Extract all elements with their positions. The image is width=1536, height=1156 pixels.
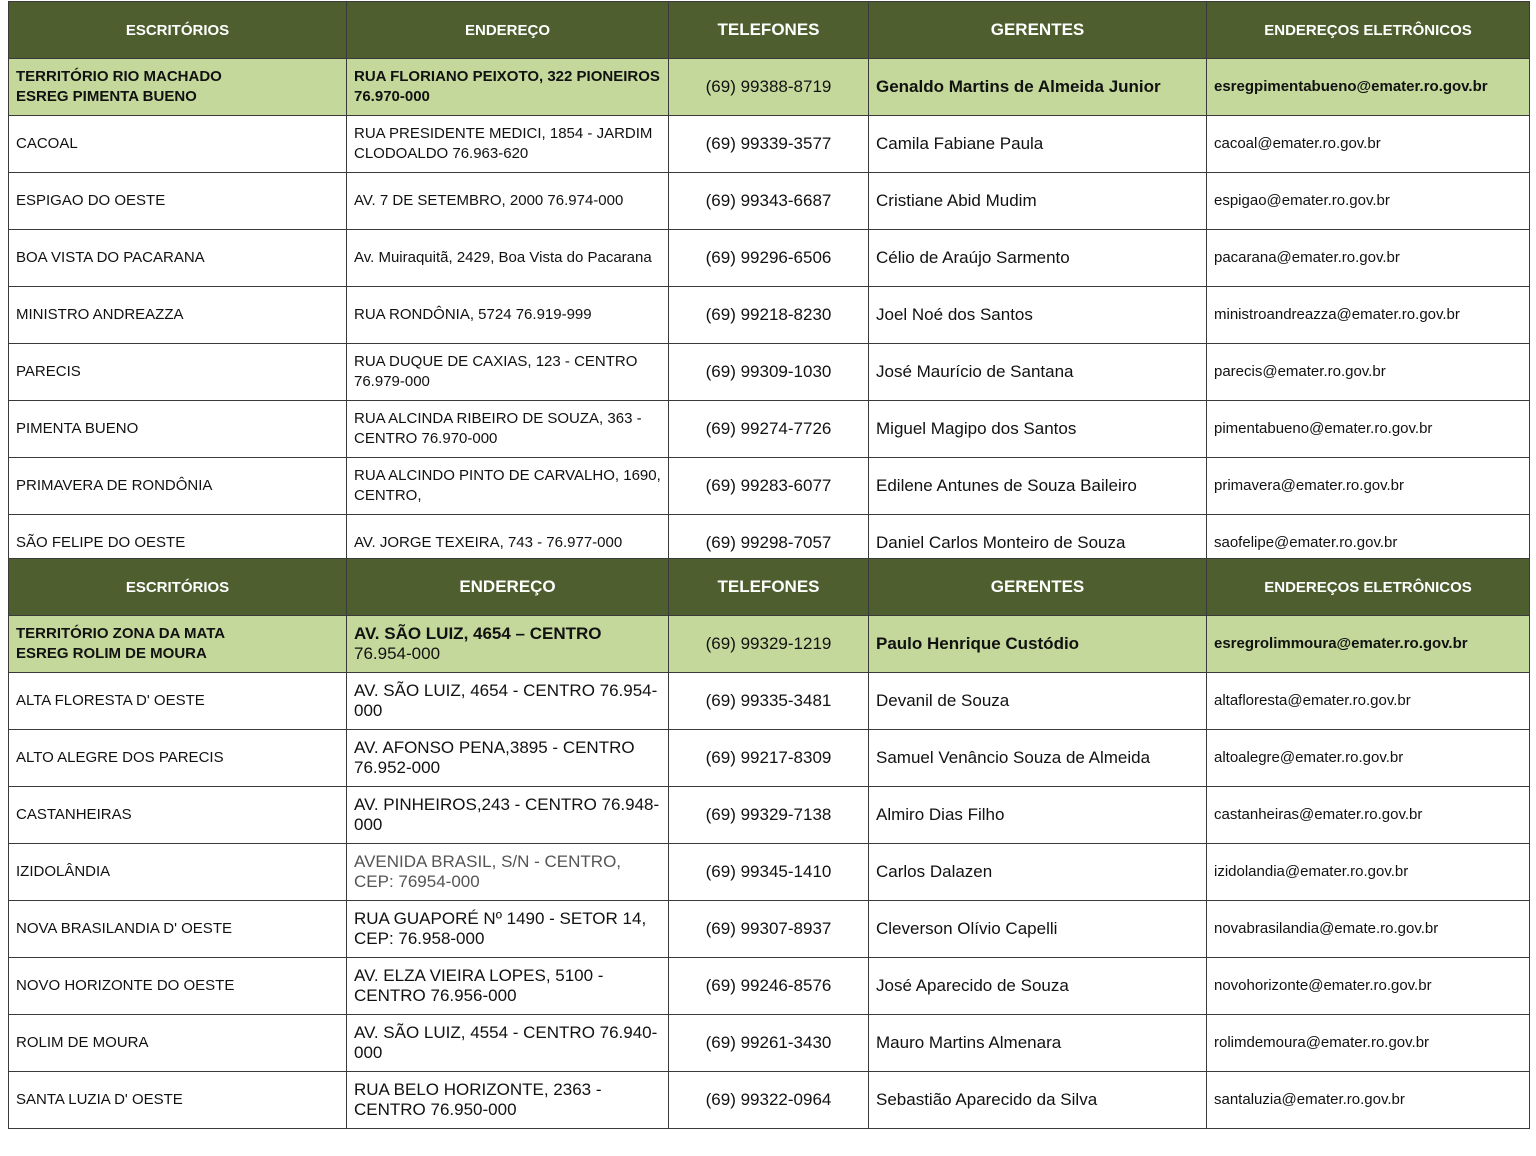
table-row: [9, 116, 1530, 173]
table-row: [9, 344, 1530, 401]
region-office-line1: TERRITÓRIO RIO MACHADO: [16, 68, 222, 85]
region-office: [9, 616, 347, 673]
office-manager: José Aparecido de Souza: [869, 958, 1207, 1015]
office-manager: Camila Fabiane Paula: [869, 116, 1207, 173]
office-manager: Cleverson Olívio Capelli: [869, 901, 1207, 958]
office-manager: Mauro Martins Almenara: [869, 1015, 1207, 1072]
office-address-line1: RUA ALCINDA RIBEIRO DE SOUZA, 363 -: [354, 410, 642, 427]
region-row: [9, 616, 1530, 673]
office-phone: (69) 99343-6687: [669, 173, 869, 230]
office-phone: (69) 99307-8937: [669, 901, 869, 958]
office-email[interactable]: parecis@emater.ro.gov.br: [1207, 344, 1530, 401]
table-row: [9, 787, 1530, 844]
office-phone: (69) 99345-1410: [669, 844, 869, 901]
office-name: SANTA LUZIA D' OESTE: [9, 1072, 347, 1129]
region-address-line2: 76.970-000: [354, 88, 430, 105]
table-row: [9, 230, 1530, 287]
region-manager: Paulo Henrique Custódio: [869, 616, 1207, 673]
office-manager: Edilene Antunes de Souza Baileiro: [869, 458, 1207, 515]
header-emails: ENDEREÇOS ELETRÔNICOS: [1207, 2, 1530, 59]
header-emails: ENDEREÇOS ELETRÔNICOS: [1207, 559, 1530, 616]
office-name: PARECIS: [9, 344, 347, 401]
office-address: AVENIDA BRASIL, S/N - CENTRO, CEP: 76954-000: [347, 844, 669, 901]
office-manager: Samuel Venâncio Souza de Almeida: [869, 730, 1207, 787]
region-row: [9, 59, 1530, 116]
office-name: ALTA FLORESTA D' OESTE: [9, 673, 347, 730]
region-address-zip: 76.954-000: [354, 644, 441, 663]
office-email[interactable]: altoalegre@emater.ro.gov.br: [1207, 730, 1530, 787]
region-office-line2: ESREG PIMENTA BUENO: [16, 88, 197, 105]
table-row: [9, 1072, 1530, 1129]
office-address: [347, 401, 669, 458]
region-office: [9, 59, 347, 116]
office-email[interactable]: espigao@emater.ro.gov.br: [1207, 173, 1530, 230]
office-name: PIMENTA BUENO: [9, 401, 347, 458]
office-email[interactable]: pimentabueno@emater.ro.gov.br: [1207, 401, 1530, 458]
office-email[interactable]: rolimdemoura@emater.ro.gov.br: [1207, 1015, 1530, 1072]
region-address-main: AV. SÃO LUIZ, 4654 – CENTRO: [354, 624, 602, 643]
office-email[interactable]: cacoal@emater.ro.gov.br: [1207, 116, 1530, 173]
office-address: [347, 458, 669, 515]
office-address: [347, 116, 669, 173]
office-address: [347, 344, 669, 401]
office-phone: (69) 99261-3430: [669, 1015, 869, 1072]
office-address: AV. AFONSO PENA,3895 - CENTRO 76.952-000: [347, 730, 669, 787]
office-manager: Carlos Dalazen: [869, 844, 1207, 901]
office-address: AV. SÃO LUIZ, 4554 - CENTRO 76.940-000: [347, 1015, 669, 1072]
office-name: ALTO ALEGRE DOS PARECIS: [9, 730, 347, 787]
office-email[interactable]: novabrasilandia@emate.ro.gov.br: [1207, 901, 1530, 958]
office-email[interactable]: saofelipe@emater.ro.gov.br: [1207, 515, 1530, 572]
office-phone: (69) 99296-6506: [669, 230, 869, 287]
office-address-line2: CENTRO,: [354, 487, 422, 504]
office-email[interactable]: primavera@emater.ro.gov.br: [1207, 458, 1530, 515]
office-address-line2: CENTRO 76.970-000: [354, 430, 498, 447]
header-address: ENDEREÇO: [347, 2, 669, 59]
header-address: ENDEREÇO: [347, 559, 669, 616]
office-manager: Miguel Magipo dos Santos: [869, 401, 1207, 458]
table-row: [9, 673, 1530, 730]
region-email[interactable]: esregrolimmoura@emater.ro.gov.br: [1207, 616, 1530, 673]
office-address: [347, 230, 669, 287]
region-email[interactable]: esregpimentabueno@emater.ro.gov.br: [1207, 59, 1530, 116]
office-address-line1: AV. 7 DE SETEMBRO, 2000 76.974-000: [354, 192, 624, 209]
office-address: AV. SÃO LUIZ, 4654 - CENTRO 76.954-000: [347, 673, 669, 730]
office-manager: Joel Noé dos Santos: [869, 287, 1207, 344]
header-phones: TELEFONES: [669, 2, 869, 59]
table-row: [9, 730, 1530, 787]
office-phone: (69) 99329-7138: [669, 787, 869, 844]
table-header-row: [9, 2, 1530, 59]
table-row: [9, 401, 1530, 458]
office-email[interactable]: santaluzia@emater.ro.gov.br: [1207, 1072, 1530, 1129]
office-manager: Cristiane Abid Mudim: [869, 173, 1207, 230]
office-phone: (69) 99335-3481: [669, 673, 869, 730]
office-name: ESPIGAO DO OESTE: [9, 173, 347, 230]
office-email[interactable]: altafloresta@emater.ro.gov.br: [1207, 673, 1530, 730]
office-address: [347, 287, 669, 344]
table-row: [9, 173, 1530, 230]
office-phone: (69) 99246-8576: [669, 958, 869, 1015]
office-email[interactable]: novohorizonte@emater.ro.gov.br: [1207, 958, 1530, 1015]
office-address-line1: Av. Muiraquitã, 2429, Boa Vista do Pacarana: [354, 249, 652, 266]
office-address: RUA BELO HORIZONTE, 2363 - CENTRO 76.950-000: [347, 1072, 669, 1129]
region-phone: (69) 99329-1219: [669, 616, 869, 673]
header-offices: ESCRITÓRIOS: [9, 559, 347, 616]
table-row: [9, 958, 1530, 1015]
office-name: NOVA BRASILANDIA D' OESTE: [9, 901, 347, 958]
table-row: [9, 844, 1530, 901]
office-name: SÃO FELIPE DO OESTE: [9, 515, 347, 572]
office-name: CACOAL: [9, 116, 347, 173]
table-row: [9, 287, 1530, 344]
office-name: NOVO HORIZONTE DO OESTE: [9, 958, 347, 1015]
office-phone: (69) 99322-0964: [669, 1072, 869, 1129]
office-address-line1: AV. JORGE TEXEIRA, 743 - 76.977-000: [354, 534, 623, 551]
office-manager: José Maurício de Santana: [869, 344, 1207, 401]
office-address-line1: RUA PRESIDENTE MEDICI, 1854 - JARDIM: [354, 125, 653, 142]
office-name: MINISTRO ANDREAZZA: [9, 287, 347, 344]
office-address: AV. ELZA VIEIRA LOPES, 5100 - CENTRO 76.956-000: [347, 958, 669, 1015]
office-name: PRIMAVERA DE RONDÔNIA: [9, 458, 347, 515]
office-manager: Sebastião Aparecido da Silva: [869, 1072, 1207, 1129]
office-name: ROLIM DE MOURA: [9, 1015, 347, 1072]
office-phone: (69) 99274-7726: [669, 401, 869, 458]
office-manager: Daniel Carlos Monteiro de Souza: [869, 515, 1207, 572]
office-name: CASTANHEIRAS: [9, 787, 347, 844]
header-managers: GERENTES: [869, 559, 1207, 616]
office-email[interactable]: pacarana@emater.ro.gov.br: [1207, 230, 1530, 287]
office-phone: (69) 99298-7057: [669, 515, 869, 572]
office-address-line1: RUA RONDÔNIA, 5724 76.919-999: [354, 306, 592, 323]
header-phones: TELEFONES: [669, 559, 869, 616]
table-header-row: [9, 559, 1530, 616]
office-name: BOA VISTA DO PACARANA: [9, 230, 347, 287]
office-phone: (69) 99283-6077: [669, 458, 869, 515]
office-address-line2: CLODOALDO 76.963-620: [354, 145, 529, 162]
office-name: IZIDOLÂNDIA: [9, 844, 347, 901]
office-phone: (69) 99217-8309: [669, 730, 869, 787]
region-address: [347, 59, 669, 116]
office-address: AV. PINHEIROS,243 - CENTRO 76.948-000: [347, 787, 669, 844]
office-address-line1: RUA DUQUE DE CAXIAS, 123 - CENTRO: [354, 353, 638, 370]
offices-table-rio-machado: [8, 1, 1530, 572]
office-address: [347, 173, 669, 230]
header-managers: GERENTES: [869, 2, 1207, 59]
region-office-line1: TERRITÓRIO ZONA DA MATA: [16, 625, 226, 642]
table-row: [9, 458, 1530, 515]
office-address-line1: RUA ALCINDO PINTO DE CARVALHO, 1690,: [354, 467, 661, 484]
region-manager: Genaldo Martins de Almeida Junior: [869, 59, 1207, 116]
office-manager: Célio de Araújo Sarmento: [869, 230, 1207, 287]
office-phone: (69) 99339-3577: [669, 116, 869, 173]
office-email[interactable]: izidolandia@emater.ro.gov.br: [1207, 844, 1530, 901]
offices-table-zona-da-mata: [8, 558, 1530, 1129]
office-email[interactable]: ministroandreazza@emater.ro.gov.br: [1207, 287, 1530, 344]
office-email[interactable]: castanheiras@emater.ro.gov.br: [1207, 787, 1530, 844]
region-phone: (69) 99388-8719: [669, 59, 869, 116]
office-manager: Almiro Dias Filho: [869, 787, 1207, 844]
office-manager: Devanil de Souza: [869, 673, 1207, 730]
office-phone: (69) 99309-1030: [669, 344, 869, 401]
table-row: [9, 1015, 1530, 1072]
region-office-line2: ESREG ROLIM DE MOURA: [16, 645, 207, 662]
header-offices: ESCRITÓRIOS: [9, 2, 347, 59]
region-address: [347, 616, 669, 673]
office-address: RUA GUAPORÉ Nº 1490 - SETOR 14, CEP: 76.958-000: [347, 901, 669, 958]
table-row: [9, 901, 1530, 958]
region-address-line1: RUA FLORIANO PEIXOTO, 322 PIONEIROS: [354, 68, 660, 85]
office-address-line2: 76.979-000: [354, 373, 430, 390]
office-phone: (69) 99218-8230: [669, 287, 869, 344]
